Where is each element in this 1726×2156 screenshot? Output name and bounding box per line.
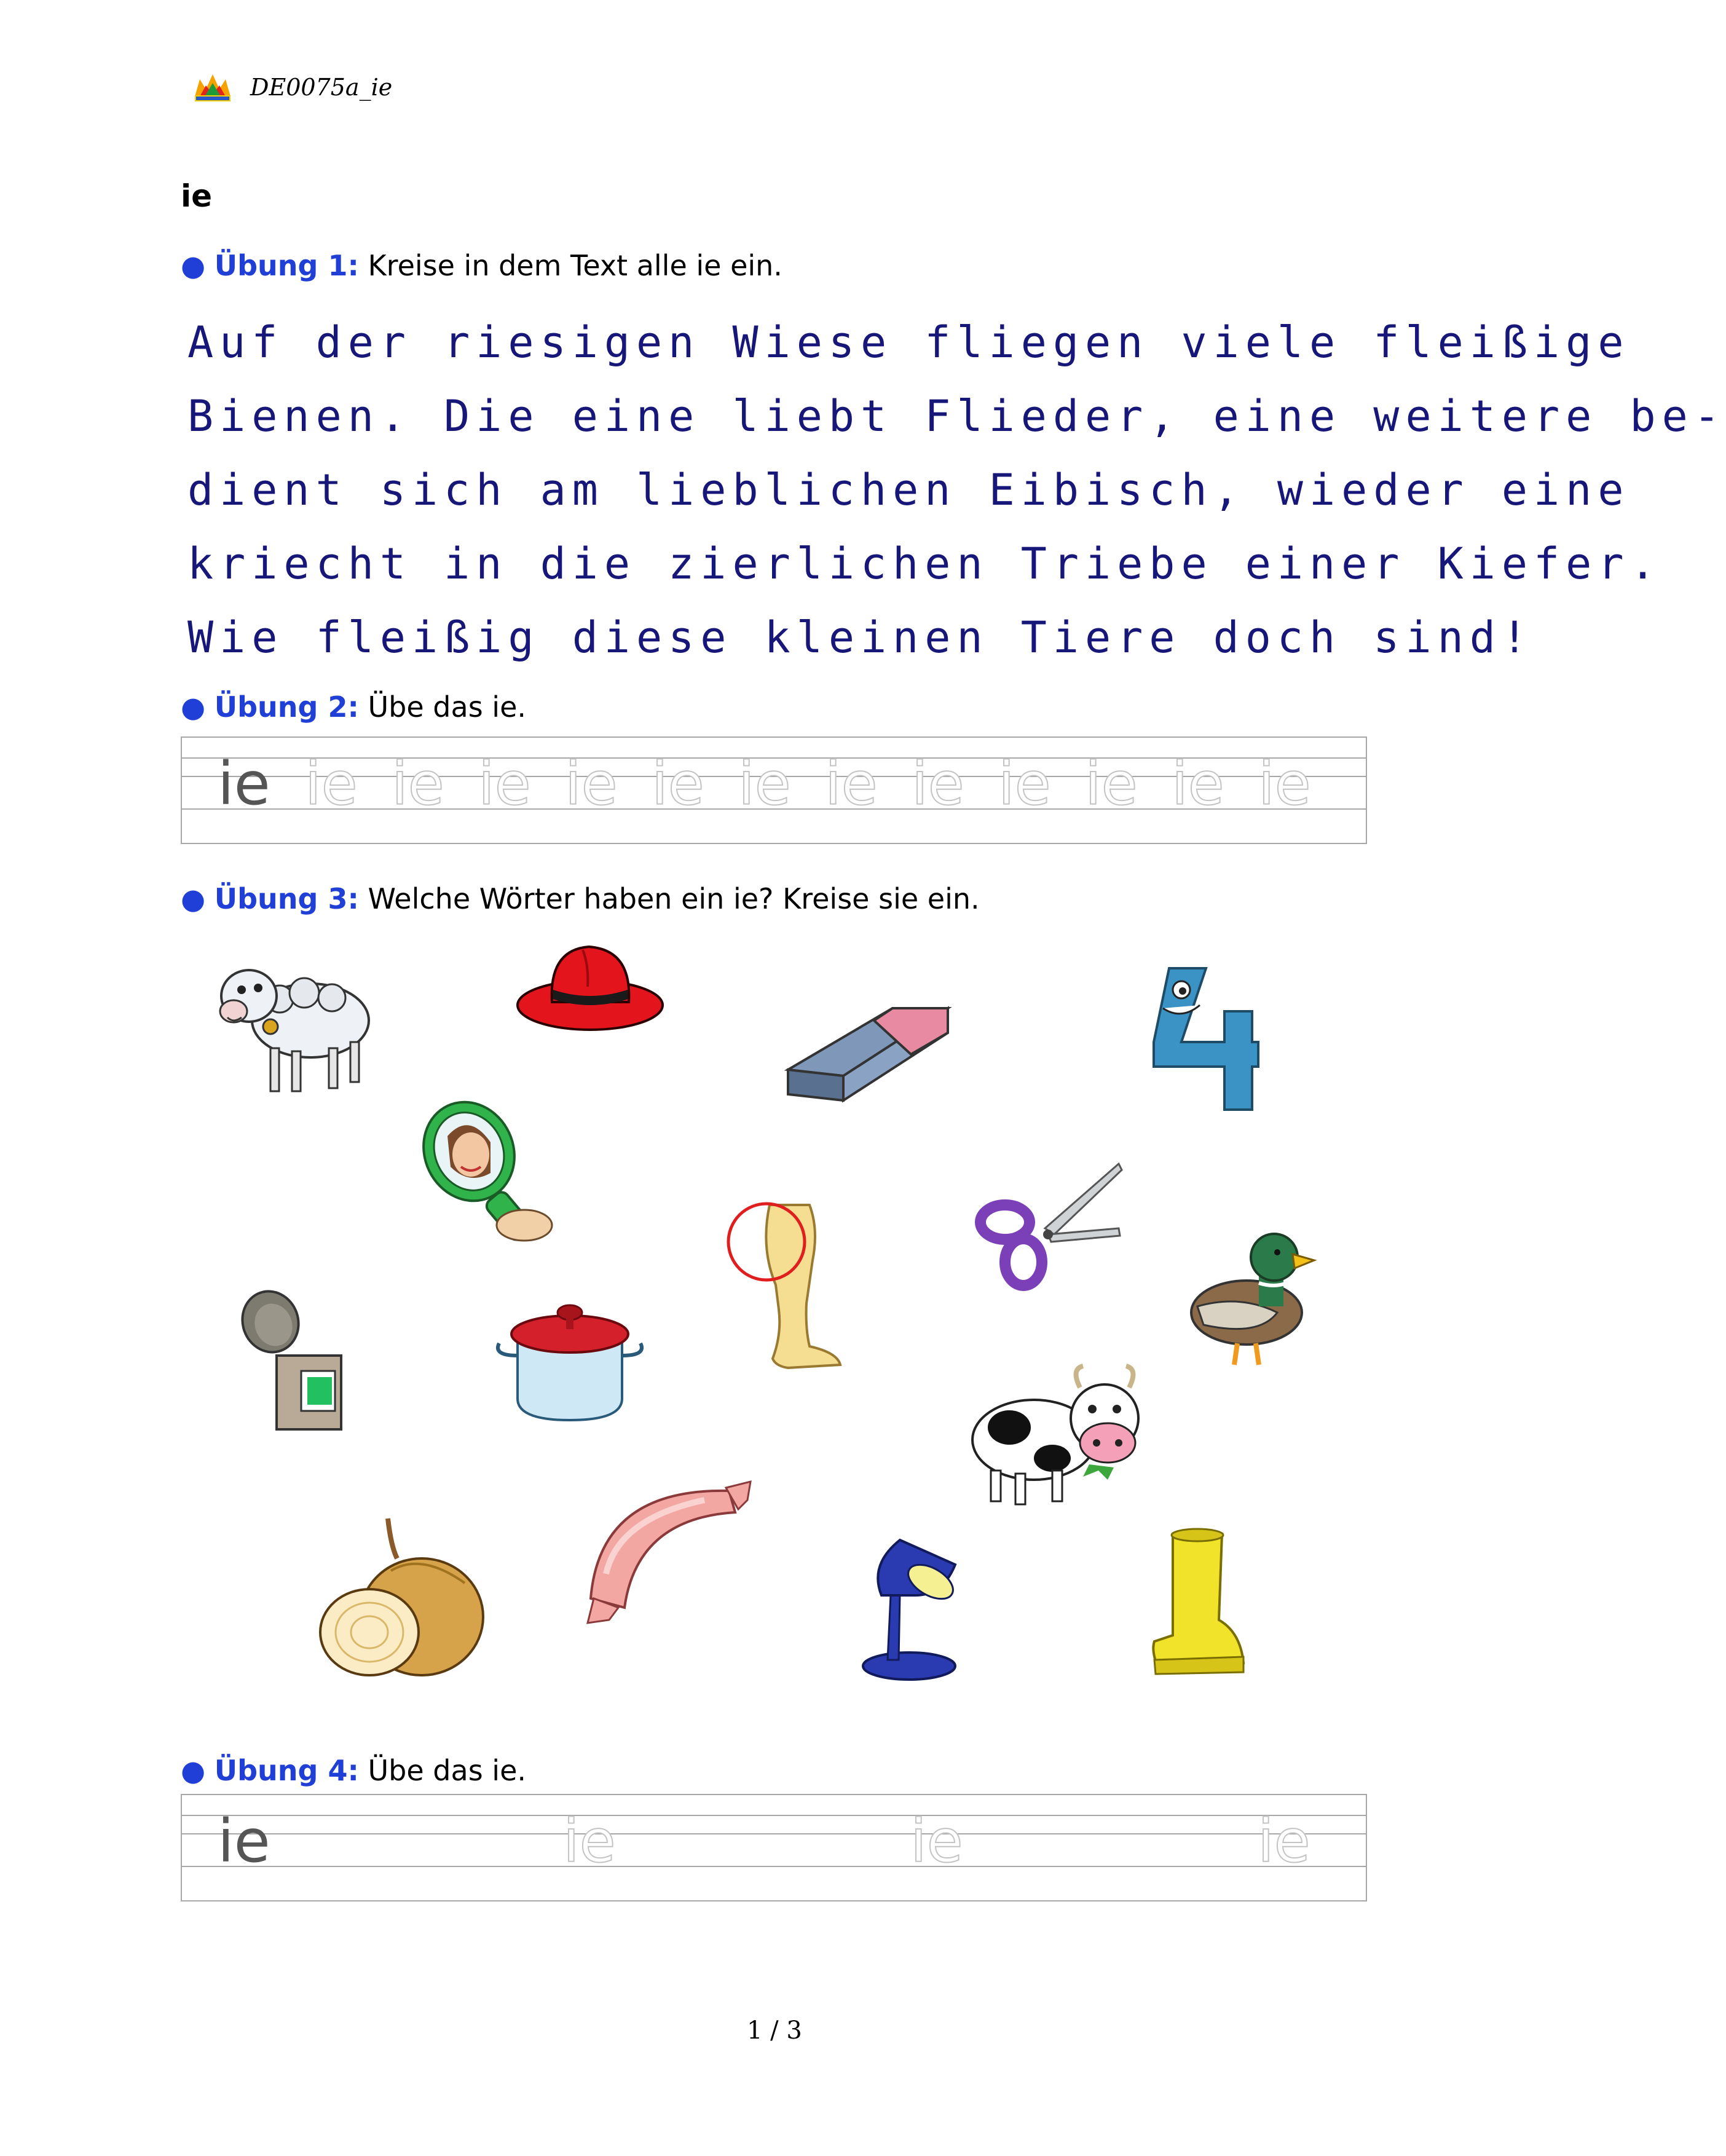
page-header (194, 69, 392, 106)
sheep-icon[interactable] (212, 950, 378, 1100)
hat-icon[interactable] (515, 938, 666, 1036)
text-line: Bienen. Die eine liebt Flieder, eine weitere be- (187, 391, 1726, 441)
number-four-icon[interactable] (1145, 962, 1258, 1113)
text-line: Auf der riesigen Wiese fliegen viele fleißige (187, 317, 1630, 368)
exercise-instruction: Kreise in dem Text alle ie ein. (368, 249, 782, 282)
page-number: 1 / 3 (747, 2016, 802, 2045)
exercise-2-heading (181, 690, 526, 724)
trace-letters: ie (825, 749, 878, 818)
model-letters: ie (218, 749, 270, 818)
reading-text (187, 306, 1726, 674)
trace-letters: ie (910, 1807, 963, 1876)
exercise-instruction: Übe das ie. (368, 690, 526, 724)
exercise-4-heading (181, 1754, 526, 1787)
lamp-icon[interactable] (857, 1528, 961, 1684)
tin-can-icon[interactable] (237, 1288, 346, 1432)
trace-letters: ie (478, 749, 531, 818)
exercise-label: Übung 1: (214, 249, 359, 282)
mirror-icon[interactable] (417, 1099, 570, 1250)
trace-letters: ie (738, 749, 791, 818)
trace-letters: ie (912, 749, 964, 818)
page-title: ie (181, 178, 213, 214)
trace-letters: ie (1085, 749, 1138, 818)
exercise-label: Übung 3: (214, 882, 359, 915)
text-line: kriecht in die zierlichen Triebe einer Kiefer. (187, 539, 1662, 589)
text-line: dient sich am lieblichen Eibisch, wieder eine (187, 465, 1630, 515)
trace-letters: ie (563, 1807, 616, 1876)
exercise-label: Übung 2: (214, 690, 359, 724)
trace-letters: ie (1258, 1807, 1310, 1876)
trace-letters: ie (392, 749, 444, 818)
trace-letters: ie (1172, 749, 1224, 818)
bullet: ● (181, 1754, 206, 1787)
sausage-icon[interactable] (581, 1475, 754, 1626)
document-id: DE0075a_ie (250, 74, 393, 101)
bullet: ● (181, 249, 206, 282)
leg-icon[interactable] (727, 1193, 849, 1377)
writing-practice-area[interactable] (181, 736, 1367, 844)
trace-letters: ie (1258, 749, 1311, 818)
exercise-instruction: Übe das ie. (368, 1754, 526, 1787)
model-letters: ie (218, 1807, 270, 1876)
boot-icon[interactable] (1148, 1528, 1247, 1678)
cow-icon[interactable] (966, 1366, 1151, 1507)
onion-icon[interactable] (317, 1515, 486, 1681)
bullet: ● (181, 882, 206, 915)
exercise-instruction: Welche Wörter haben ein ie? Kreise sie ein. (368, 882, 980, 915)
trace-letters: ie (565, 749, 618, 818)
writing-practice-area[interactable] (181, 1794, 1367, 1901)
duck-icon[interactable] (1185, 1226, 1315, 1368)
scissors-icon[interactable] (977, 1161, 1125, 1293)
exercise-1-heading (181, 249, 782, 282)
exercise-3-heading (181, 882, 980, 915)
trace-letters: ie (998, 749, 1051, 818)
trace-letters: ie (652, 749, 704, 818)
eraser-icon[interactable] (782, 984, 951, 1107)
pot-icon[interactable] (493, 1294, 647, 1423)
crown-logo-icon (194, 72, 232, 103)
trace-letters: ie (305, 749, 358, 818)
bullet: ● (181, 690, 206, 724)
text-line: Wie fleißig diese kleinen Tiere doch sind! (187, 612, 1534, 663)
exercise-label: Übung 4: (214, 1754, 359, 1787)
